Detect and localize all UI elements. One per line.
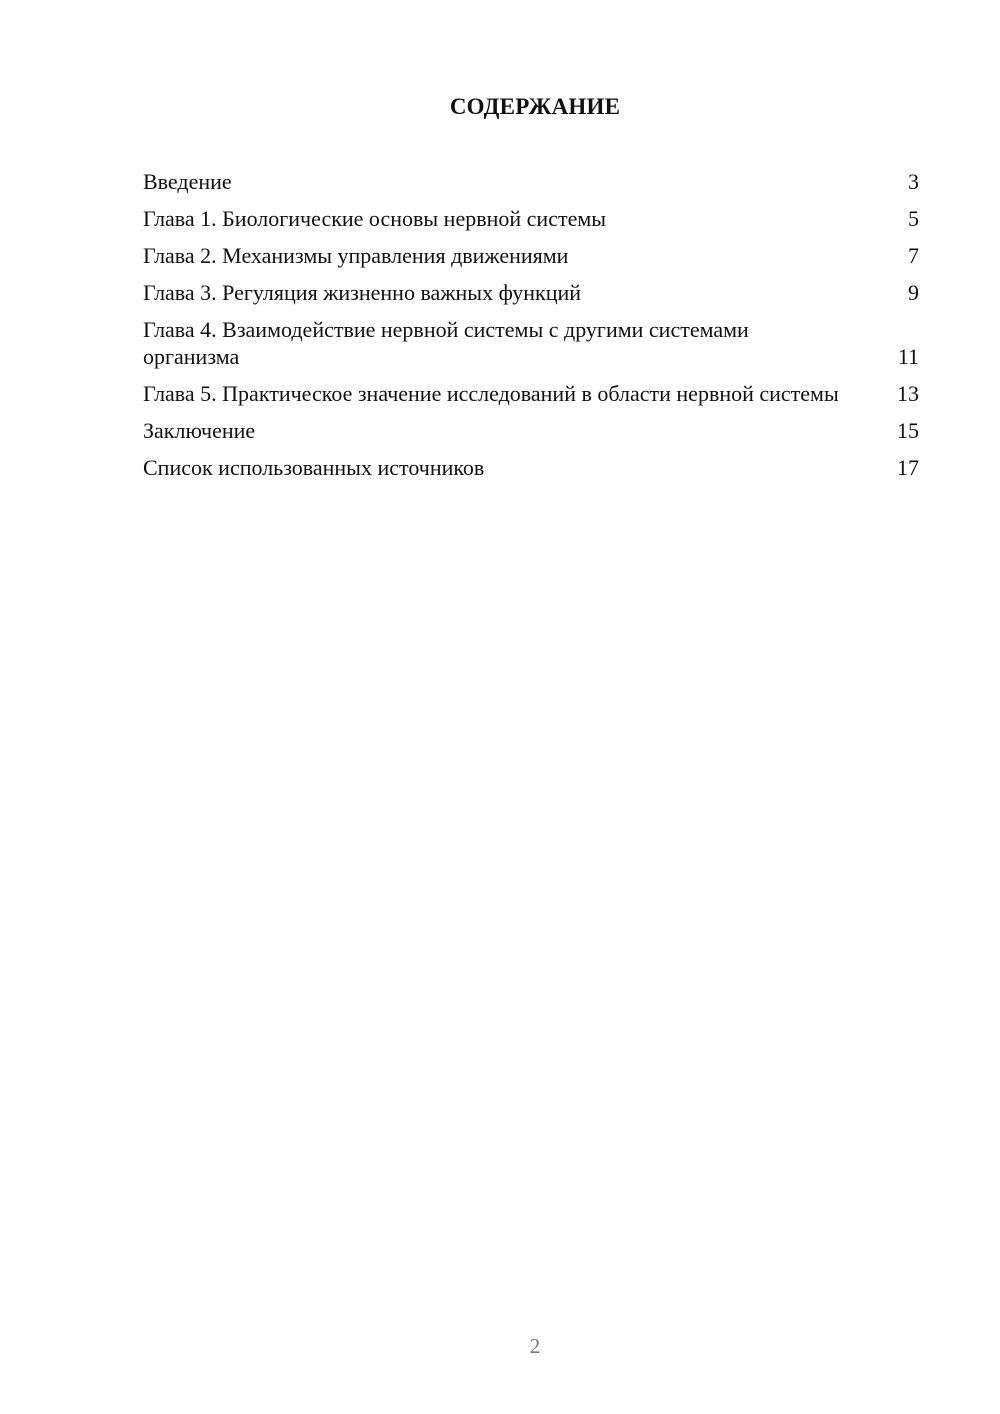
toc-entry-title: Глава 4. Взаимодействие нервной системы с другими системами организма: [143, 317, 749, 369]
toc-entry-page: 13: [897, 381, 919, 406]
toc-entry-title: Заключение: [143, 418, 256, 443]
toc-entry-title: Глава 3. Регуляция жизненно важных функций: [143, 280, 582, 305]
toc-entry-page: 5: [908, 206, 919, 231]
toc-entry-page: 11: [897, 344, 919, 369]
toc-entry-introduction: [143, 168, 919, 195]
toc-entry-title: Глава 1. Биологические основы нервной системы: [143, 206, 607, 231]
toc-entry-references: [143, 454, 919, 481]
toc-entry-chapter-1: [143, 205, 919, 232]
page-number: 2: [529, 1334, 541, 1358]
toc-entry-chapter-3: [143, 279, 919, 306]
toc-entry-title: Глава 5. Практическое значение исследований в области нервной системы: [143, 381, 839, 406]
toc-entry-page: 15: [897, 418, 919, 443]
toc-entry-title: Глава 2. Механизмы управления движениями: [143, 243, 569, 268]
toc-entry-chapter-2: [143, 242, 919, 269]
toc-entry-conclusion: [143, 417, 919, 444]
toc-entry-chapter-5: [143, 380, 919, 407]
page-title: СОДЕРЖАНИЕ: [449, 94, 621, 119]
toc-entry-chapter-4: [143, 316, 919, 370]
toc-entry-page: 3: [908, 169, 919, 194]
table-of-contents: [143, 168, 919, 491]
toc-entry-title: Введение: [143, 169, 232, 194]
toc-entry-page: 17: [897, 455, 919, 480]
toc-entry-page: 7: [908, 243, 919, 268]
toc-entry-page: 9: [908, 280, 919, 305]
toc-entry-title: Список использованных источников: [143, 455, 485, 480]
